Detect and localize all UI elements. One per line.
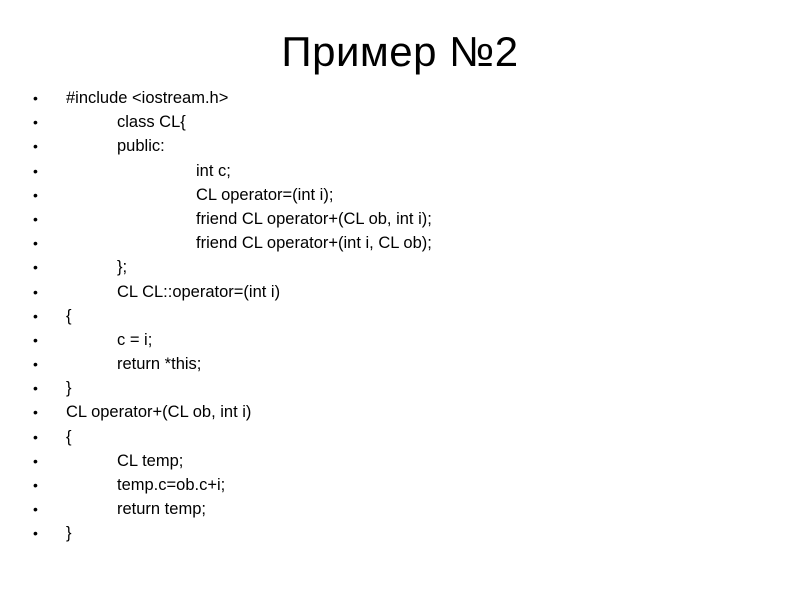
bullet-icon: • bbox=[33, 210, 38, 227]
code-line bbox=[0, 183, 800, 207]
code-line-text: }; bbox=[117, 258, 128, 277]
code-line bbox=[0, 304, 800, 328]
code-line bbox=[0, 497, 800, 521]
code-line bbox=[0, 134, 800, 158]
code-line bbox=[0, 400, 800, 424]
code-line-text: return temp; bbox=[117, 500, 206, 519]
bullet-icon: • bbox=[33, 380, 38, 397]
code-line bbox=[0, 86, 800, 110]
bullet-icon: • bbox=[33, 525, 38, 542]
code-line-text: class CL{ bbox=[117, 113, 186, 132]
code-line-text: CL operator+(CL ob, int i) bbox=[66, 403, 252, 422]
code-line-text: { bbox=[66, 427, 72, 446]
code-line bbox=[0, 255, 800, 279]
bullet-icon: • bbox=[33, 452, 38, 469]
code-line bbox=[0, 473, 800, 497]
code-line-text: CL CL::operator=(int i) bbox=[117, 282, 281, 301]
bullet-icon: • bbox=[33, 356, 38, 373]
bullet-icon: • bbox=[33, 114, 38, 131]
bullet-icon: • bbox=[33, 501, 38, 518]
bullet-icon: • bbox=[33, 331, 38, 348]
bullet-icon: • bbox=[33, 186, 38, 203]
bullet-icon: • bbox=[33, 283, 38, 300]
code-line bbox=[0, 449, 800, 473]
code-bullet-list bbox=[0, 86, 800, 546]
code-line bbox=[0, 352, 800, 376]
bullet-icon: • bbox=[33, 90, 38, 106]
code-line-text: temp.c=ob.c+i; bbox=[117, 476, 226, 494]
bullet-icon: • bbox=[33, 428, 38, 445]
code-line bbox=[0, 376, 800, 400]
code-line-text: } bbox=[66, 379, 72, 398]
code-line-text: CL temp; bbox=[117, 451, 184, 470]
code-line-text: int c; bbox=[196, 161, 231, 180]
bullet-icon: • bbox=[33, 138, 38, 155]
code-line-text: friend CL operator+(CL ob, int i); bbox=[196, 209, 432, 228]
code-line-text: public: bbox=[117, 137, 165, 156]
code-line-text: return *this; bbox=[117, 355, 202, 374]
code-line-text: CL operator=(int i); bbox=[196, 185, 334, 204]
bullet-icon: • bbox=[33, 404, 38, 421]
bullet-icon: • bbox=[33, 259, 38, 276]
code-line-text: friend CL operator+(int i, CL ob); bbox=[196, 234, 432, 253]
bullet-icon: • bbox=[33, 235, 38, 252]
code-line bbox=[0, 231, 800, 255]
code-line-text: c = i; bbox=[117, 330, 153, 349]
code-line-text: #include <iostream.h> bbox=[66, 89, 229, 107]
code-line-text: { bbox=[66, 306, 72, 325]
bullet-icon: • bbox=[33, 477, 38, 493]
bullet-icon: • bbox=[33, 162, 38, 179]
slide-title: Пример №2 bbox=[281, 28, 519, 75]
bullet-icon: • bbox=[33, 307, 38, 324]
code-line bbox=[0, 521, 800, 545]
code-line bbox=[0, 159, 800, 183]
code-line-text: } bbox=[66, 524, 72, 543]
code-line bbox=[0, 425, 800, 449]
code-line bbox=[0, 280, 800, 304]
code-line bbox=[0, 207, 800, 231]
code-line bbox=[0, 110, 800, 134]
code-line bbox=[0, 328, 800, 352]
